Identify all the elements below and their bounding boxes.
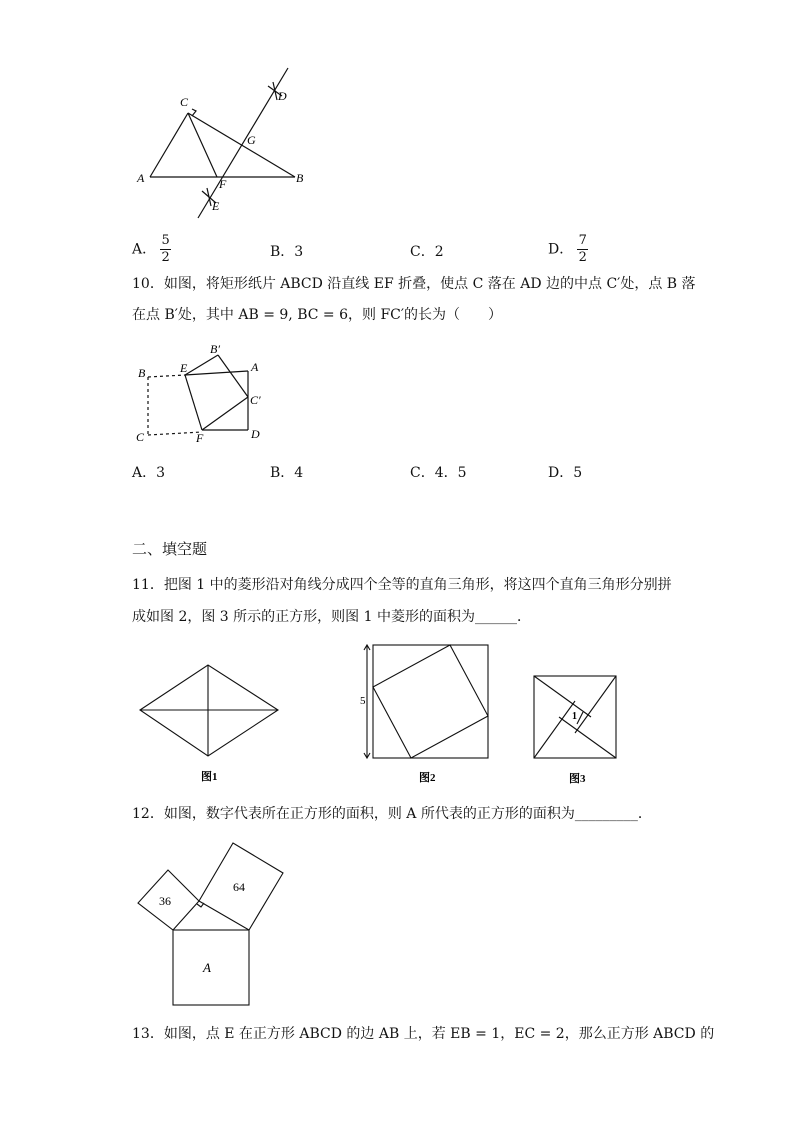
q11-figure-1 — [135, 660, 285, 790]
q9-option-a[interactable] — [132, 234, 171, 265]
q12-square-right-label: 64 — [233, 880, 245, 894]
q10-label-c: C — [136, 430, 145, 444]
q9-label-a: A — [137, 171, 145, 185]
section-heading-fill-in: 二、填空题 — [132, 540, 208, 558]
q10-option-b[interactable]: B．4 — [270, 465, 304, 481]
q9-label-f: F — [219, 177, 227, 191]
q11-figure-3 — [528, 670, 623, 790]
q9-option-a-fraction — [160, 234, 171, 265]
q9-label-b: B — [296, 171, 304, 185]
q11-figure-2 — [355, 640, 495, 790]
q9-label-e: E — [212, 199, 220, 213]
q13-text-line1: 13．如图，点 E 在正方形 ABCD 的边 AB 上，若 EB = 1，EC = 2，那么正方形 ABCD 的 — [132, 1026, 715, 1042]
q9-option-b-value: 3 — [294, 244, 304, 260]
q9-option-c[interactable] — [410, 241, 444, 261]
q11-fig3-side-label: 1 — [572, 711, 577, 722]
q10-option-a[interactable]: A．3 — [132, 465, 166, 481]
q11-fig1-caption: 图1 — [201, 771, 218, 783]
q9-label-g: G — [247, 133, 256, 147]
q9-option-a-den: 2 — [161, 250, 170, 265]
q10-text-line2: 在点 B′处，其中 AB = 9, BC = 6，则 FC′的长为（ ） — [132, 307, 503, 323]
q9-option-d-fraction — [577, 234, 588, 265]
q12-square-left-label: 36 — [159, 894, 171, 908]
q11-text-line1: 11．把图 1 中的菱形沿对角线分成四个全等的直角三角形，将这四个直角三角形分别拼 — [132, 577, 672, 593]
q10-text-line1: 10．如图，将矩形纸片 ABCD 沿直线 EF 折叠，使点 C 落在 AD 边的中点 C′处，点 B 落 — [132, 276, 696, 292]
q10-label-b: B — [138, 366, 146, 380]
q9-option-d-letter: D． — [548, 241, 574, 258]
q9-option-d-num: 7 — [578, 233, 587, 248]
q11-fig3-caption: 图3 — [569, 773, 586, 785]
q9-option-b-letter: B． — [270, 244, 295, 260]
q12-square-bottom-label: A — [203, 960, 211, 975]
q9-option-c-value: 2 — [434, 244, 444, 260]
q11-fig2-side-label: 5 — [360, 695, 366, 707]
q9-option-d[interactable] — [548, 234, 588, 265]
q9-option-a-num: 5 — [161, 233, 170, 248]
q9-option-c-letter: C． — [410, 244, 435, 260]
q10-label-f: F — [196, 431, 204, 445]
q9-label-c: C — [180, 95, 189, 109]
q10-label-a: A — [251, 360, 259, 374]
q10-label-d: D — [251, 427, 260, 441]
q10-option-d[interactable]: D．5 — [548, 465, 583, 481]
q10-label-cp: C′ — [250, 393, 261, 407]
q12-text-line1: 12．如图，数字代表所在正方形的面积，则 A 所代表的正方形的面积为_________． — [132, 806, 652, 822]
q10-label-bp: B′ — [210, 342, 220, 356]
q12-diagram — [130, 835, 290, 1010]
q10-label-e: E — [180, 361, 188, 375]
q11-fig2-caption: 图2 — [419, 772, 436, 784]
q10-option-c[interactable]: C．4．5 — [410, 465, 467, 481]
q9-option-a-letter: A． — [132, 241, 157, 258]
q11-text-line2: 成如图 2，图 3 所示的正方形，则图 1 中菱形的面积为______． — [132, 609, 531, 625]
q10-diagram — [130, 340, 280, 450]
q9-diagram — [130, 60, 310, 220]
q9-option-b[interactable] — [270, 241, 303, 261]
q9-label-d: D — [278, 89, 287, 103]
q9-option-d-den: 2 — [578, 250, 587, 265]
